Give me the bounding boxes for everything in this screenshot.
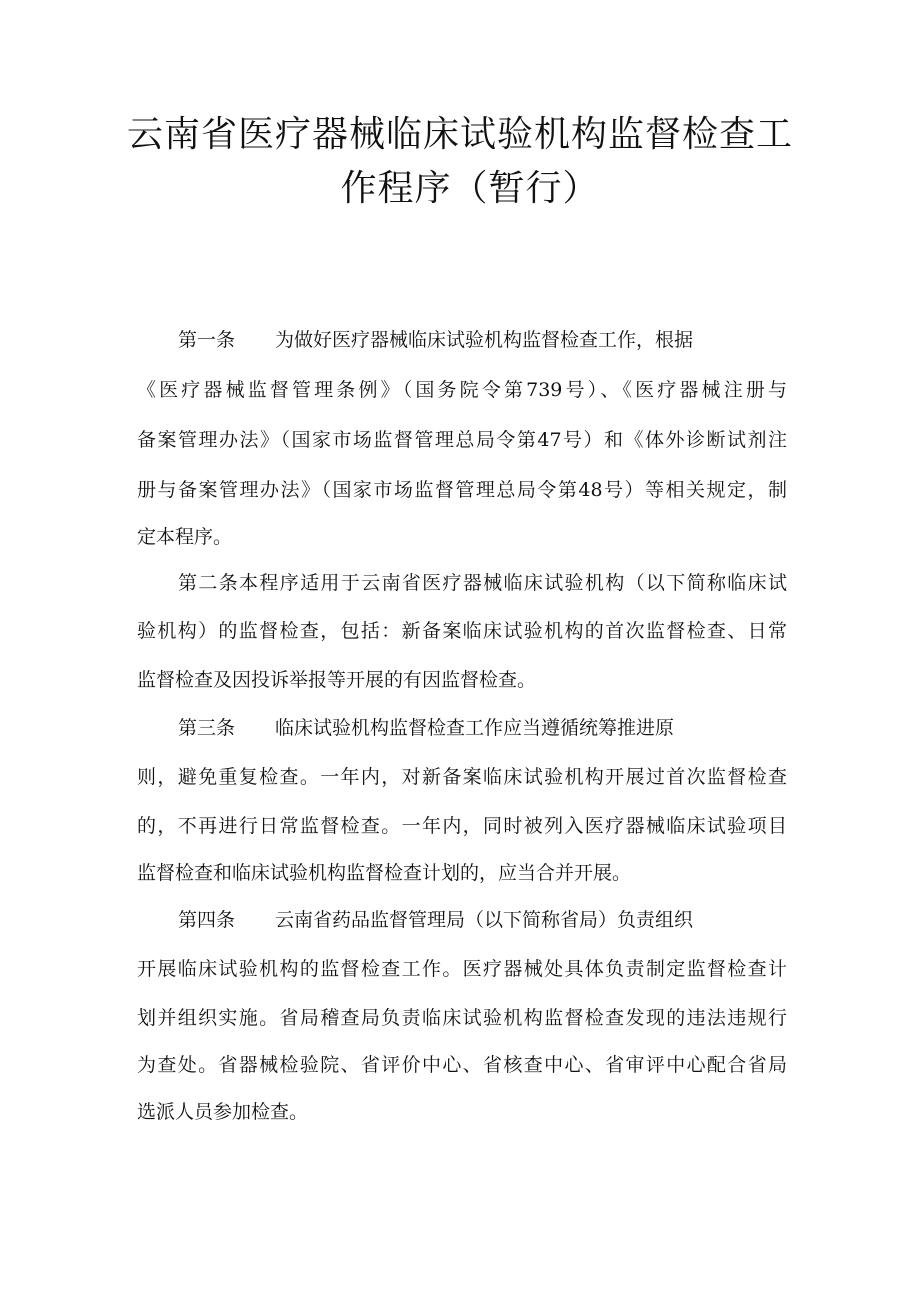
article1-line: 备案管理办法》（国家市场监督管理总局令第47号）和《体外诊断试剂注 bbox=[137, 429, 787, 451]
article1-text: 为做好医疗器械临床试验机构监督检查工作，根据 bbox=[275, 329, 694, 351]
article4-line: 选派人员参加检查。 bbox=[137, 1101, 309, 1123]
article4-line: 划并组织实施。省局稽查局负责临床试验机构监督检查发现的违法违规行 bbox=[137, 1007, 787, 1029]
article1-label: 第一条 bbox=[178, 329, 236, 351]
article2-line: 监督检查及因投诉举报等开展的有因监督检查。 bbox=[137, 669, 537, 691]
article4-line: 为查处。省器械检验院、省评价中心、省核查中心、省审评中心配合省局 bbox=[137, 1054, 787, 1076]
article2-line: 第二条本程序适用于云南省医疗器械临床试验机构（以下简称临床试 bbox=[178, 572, 787, 594]
article3-line: 的，不再进行日常监督检查。一年内，同时被列入医疗器械临床试验项目 bbox=[137, 815, 787, 837]
article4-first-line bbox=[178, 905, 693, 935]
document-title-line-1: 云南省医疗器械临床试验机构监督检查工 bbox=[126, 114, 793, 155]
article3-line: 则，避免重复检查。一年内，对新备案临床试验机构开展过首次监督检查 bbox=[137, 766, 787, 788]
article1-first-line bbox=[178, 325, 693, 355]
article1-line: 《医疗器械监督管理条例》（国务院令第739号）、《医疗器械注册与 bbox=[137, 379, 787, 401]
article3-text: 临床试验机构监督检查工作应当遵循统筹推进原 bbox=[275, 717, 675, 739]
article1-line: 册与备案管理办法》（国家市场监督管理总局令第48号）等相关规定，制 bbox=[137, 479, 787, 501]
article3-first-line bbox=[178, 713, 674, 743]
article4-line: 开展临床试验机构的监督检查工作。医疗器械处具体负责制定监督检查计 bbox=[137, 958, 787, 980]
document-title-line-2: 作程序（暂行） bbox=[340, 168, 600, 209]
article4-label: 第四条 bbox=[178, 909, 236, 931]
article1-line: 定本程序。 bbox=[137, 526, 233, 548]
article3-line: 监督检查和临床试验机构监督检查计划的，应当合并开展。 bbox=[137, 862, 632, 884]
article4-text: 云南省药品监督管理局（以下简称省局）负责组织 bbox=[275, 909, 694, 931]
article2-line: 验机构）的监督检查，包括：新备案临床试验机构的首次监督检查、日常 bbox=[137, 620, 787, 642]
article3-label: 第三条 bbox=[178, 717, 236, 739]
